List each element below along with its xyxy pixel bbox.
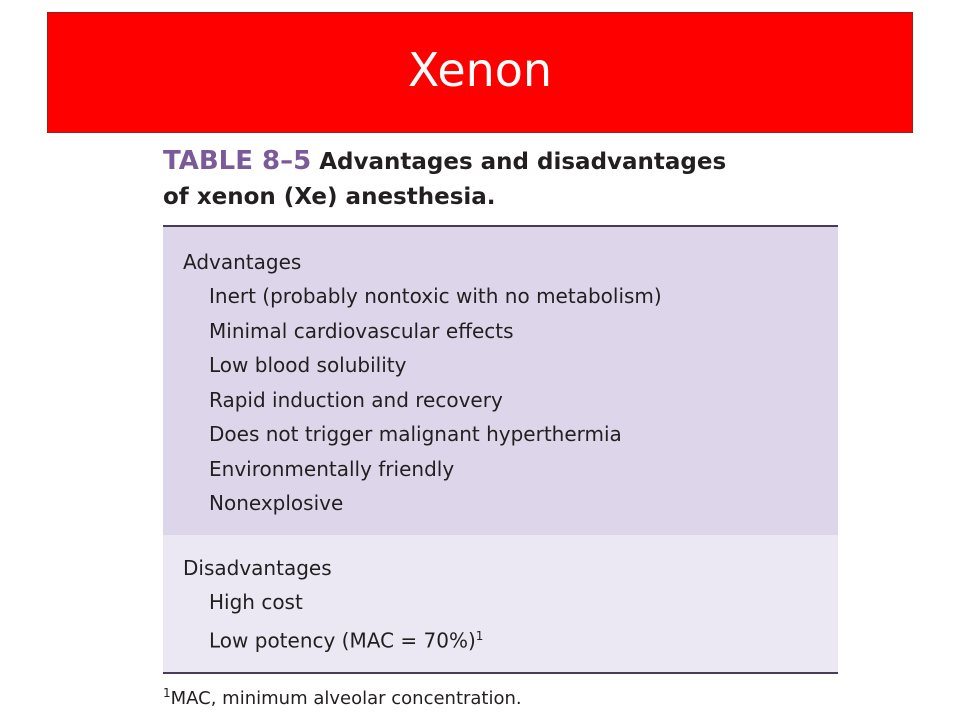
table-caption [163, 140, 838, 215]
disadvantages-heading: Disadvantages [183, 555, 332, 580]
table-footnote [163, 686, 838, 709]
footnote-number: 1 [163, 686, 171, 701]
slide-title-banner [47, 12, 913, 133]
list-item: Inert (probably nontoxic with no metabolism) [209, 284, 662, 308]
list-item-text: Low potency (MAC = 70%) [209, 628, 476, 653]
slide-title: Xenon [407, 42, 553, 97]
table-body [163, 225, 838, 674]
list-item [183, 619, 838, 658]
list-item: Low blood solubility [209, 353, 407, 377]
footnote-marker: 1 [475, 629, 484, 643]
table-number: TABLE 8–5 [163, 146, 312, 176]
list-item: Minimal cardiovascular effects [209, 318, 514, 343]
disadvantages-section [163, 535, 838, 673]
list-item: Environmentally friendly [209, 456, 455, 481]
advantages-heading: Advantages [183, 250, 302, 274]
list-item: Does not trigger malignant hyperthermia [209, 422, 622, 446]
footnote-text: MAC, minimum alveolar concentration. [170, 688, 522, 710]
caption-line-2: of xenon (Xe) anesthesia. [163, 184, 496, 210]
advantages-section [163, 227, 838, 535]
caption-line-1: Advantages and disadvantages [319, 149, 727, 175]
table-figure [163, 140, 838, 709]
list-item: Rapid induction and recovery [209, 387, 503, 412]
list-item: High cost [209, 589, 303, 614]
list-item: Nonexplosive [209, 491, 344, 515]
